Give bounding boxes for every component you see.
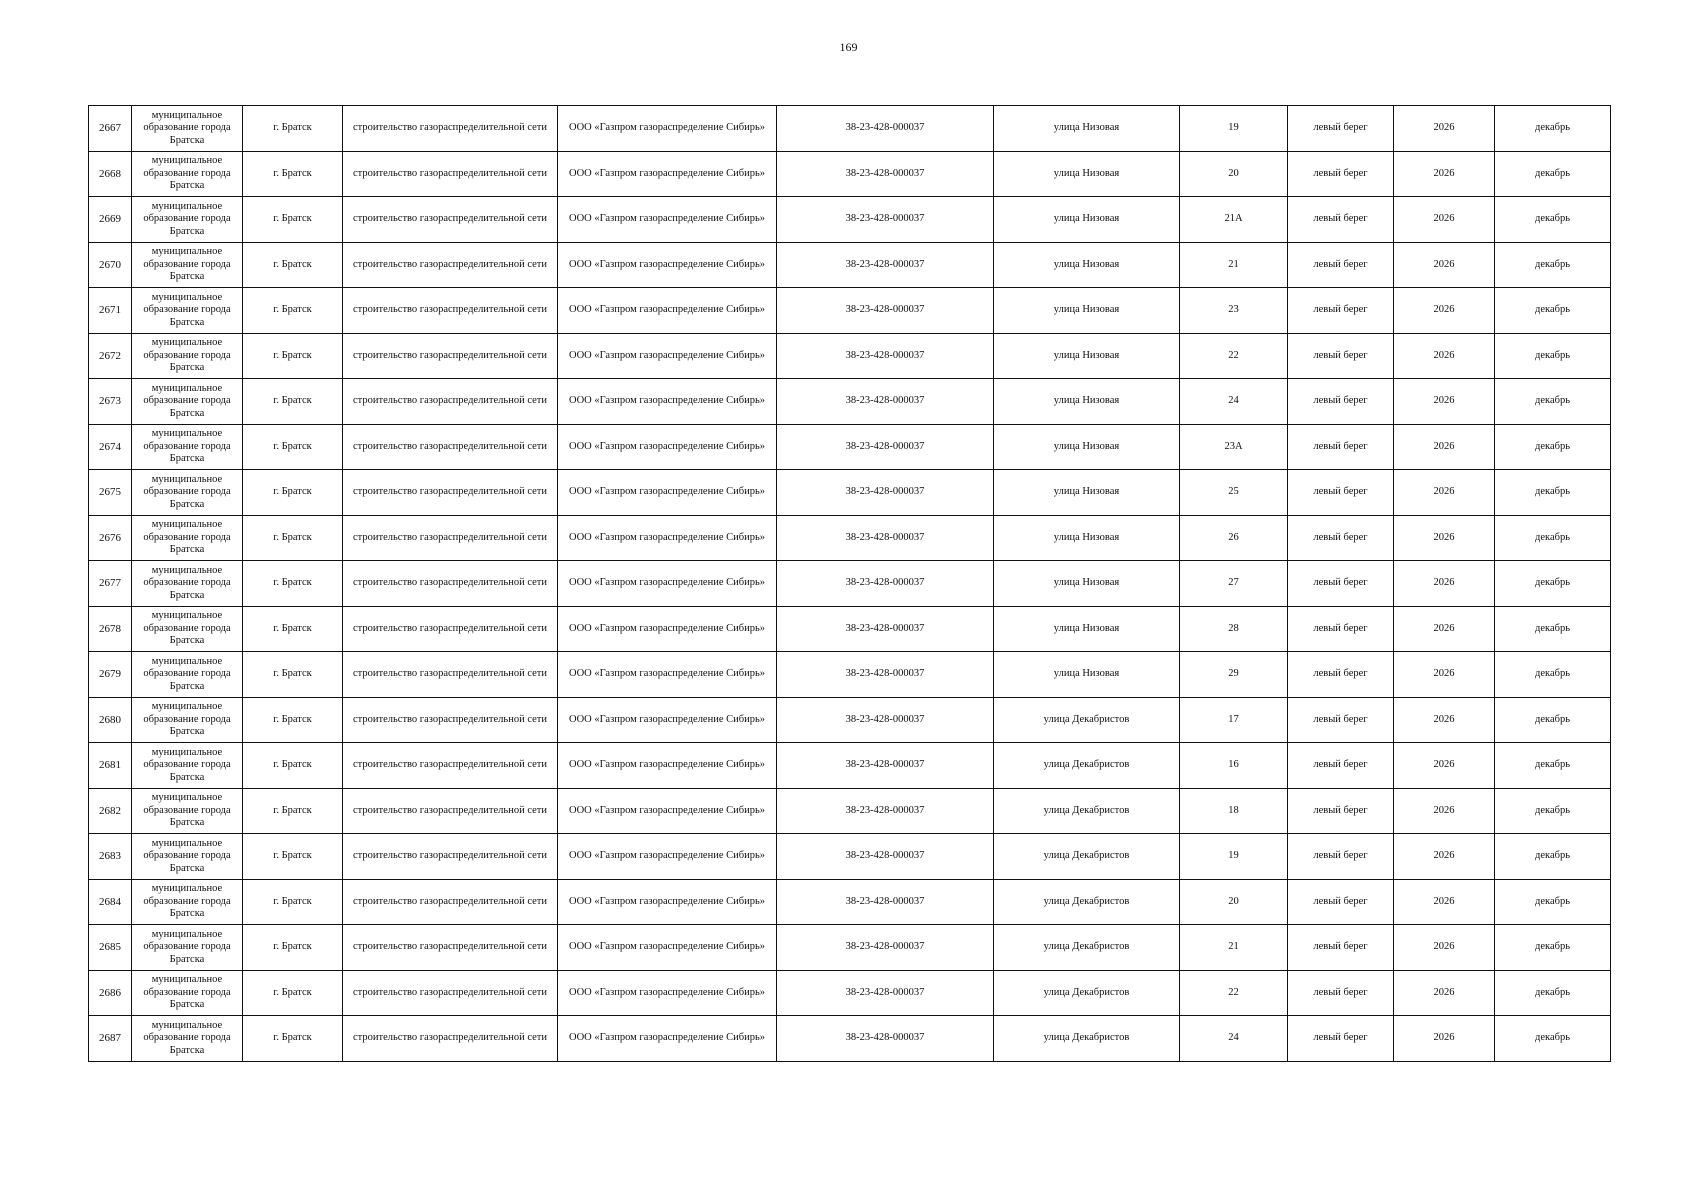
cell-municipality: муниципальное образование города Братска (132, 970, 243, 1016)
cell-municipality: муниципальное образование города Братска (132, 788, 243, 834)
cell-work-type: строительство газораспределительной сети (343, 834, 558, 880)
cell-year: 2026 (1394, 697, 1495, 743)
cell-organization: ООО «Газпром газораспределение Сибирь» (558, 197, 777, 243)
cell-object-code: 38-23-428-000037 (777, 1016, 994, 1062)
cell-year: 2026 (1394, 925, 1495, 971)
cell-organization: ООО «Газпром газораспределение Сибирь» (558, 743, 777, 789)
cell-year: 2026 (1394, 606, 1495, 652)
cell-settlement: г. Братск (243, 242, 343, 288)
cell-organization: ООО «Газпром газораспределение Сибирь» (558, 561, 777, 607)
cell-municipality: муниципальное образование города Братска (132, 151, 243, 197)
cell-row-number: 2675 (89, 470, 132, 516)
cell-work-type: строительство газораспределительной сети (343, 106, 558, 152)
cell-settlement: г. Братск (243, 925, 343, 971)
cell-street: улица Низовая (994, 470, 1180, 516)
cell-row-number: 2668 (89, 151, 132, 197)
cell-house-number: 24 (1180, 379, 1288, 425)
cell-organization: ООО «Газпром газораспределение Сибирь» (558, 788, 777, 834)
cell-organization: ООО «Газпром газораспределение Сибирь» (558, 242, 777, 288)
cell-object-code: 38-23-428-000037 (777, 333, 994, 379)
cell-house-number: 29 (1180, 652, 1288, 698)
cell-work-type: строительство газораспределительной сети (343, 379, 558, 425)
cell-year: 2026 (1394, 515, 1495, 561)
cell-organization: ООО «Газпром газораспределение Сибирь» (558, 606, 777, 652)
table-row (89, 834, 1611, 880)
cell-settlement: г. Братск (243, 515, 343, 561)
cell-district: левый берег (1288, 697, 1394, 743)
cell-settlement: г. Братск (243, 470, 343, 516)
cell-house-number: 28 (1180, 606, 1288, 652)
cell-month: декабрь (1495, 970, 1611, 1016)
cell-district: левый берег (1288, 470, 1394, 516)
cell-district: левый берег (1288, 379, 1394, 425)
cell-municipality: муниципальное образование города Братска (132, 606, 243, 652)
cell-row-number: 2669 (89, 197, 132, 243)
cell-object-code: 38-23-428-000037 (777, 242, 994, 288)
cell-work-type: строительство газораспределительной сети (343, 424, 558, 470)
cell-municipality: муниципальное образование города Братска (132, 652, 243, 698)
cell-district: левый берег (1288, 879, 1394, 925)
cell-month: декабрь (1495, 1016, 1611, 1062)
cell-object-code: 38-23-428-000037 (777, 834, 994, 880)
cell-settlement: г. Братск (243, 288, 343, 334)
cell-house-number: 20 (1180, 879, 1288, 925)
cell-work-type: строительство газораспределительной сети (343, 652, 558, 698)
cell-year: 2026 (1394, 288, 1495, 334)
cell-house-number: 25 (1180, 470, 1288, 516)
cell-organization: ООО «Газпром газораспределение Сибирь» (558, 288, 777, 334)
cell-district: левый берег (1288, 834, 1394, 880)
cell-year: 2026 (1394, 561, 1495, 607)
cell-organization: ООО «Газпром газораспределение Сибирь» (558, 834, 777, 880)
table-row (89, 242, 1611, 288)
cell-district: левый берег (1288, 288, 1394, 334)
cell-settlement: г. Братск (243, 106, 343, 152)
cell-month: декабрь (1495, 379, 1611, 425)
cell-settlement: г. Братск (243, 970, 343, 1016)
table-row (89, 697, 1611, 743)
cell-house-number: 22 (1180, 333, 1288, 379)
cell-work-type: строительство газораспределительной сети (343, 697, 558, 743)
cell-municipality: муниципальное образование города Братска (132, 1016, 243, 1062)
cell-row-number: 2682 (89, 788, 132, 834)
cell-street: улица Низовая (994, 151, 1180, 197)
cell-municipality: муниципальное образование города Братска (132, 515, 243, 561)
cell-street: улица Низовая (994, 652, 1180, 698)
cell-month: декабрь (1495, 197, 1611, 243)
table-row (89, 288, 1611, 334)
cell-street: улица Низовая (994, 242, 1180, 288)
cell-row-number: 2671 (89, 288, 132, 334)
cell-object-code: 38-23-428-000037 (777, 697, 994, 743)
cell-work-type: строительство газораспределительной сети (343, 788, 558, 834)
cell-street: улица Низовая (994, 333, 1180, 379)
cell-organization: ООО «Газпром газораспределение Сибирь» (558, 970, 777, 1016)
cell-municipality: муниципальное образование города Братска (132, 424, 243, 470)
cell-organization: ООО «Газпром газораспределение Сибирь» (558, 424, 777, 470)
cell-year: 2026 (1394, 970, 1495, 1016)
table-body (89, 106, 1611, 1062)
cell-row-number: 2679 (89, 652, 132, 698)
cell-year: 2026 (1394, 834, 1495, 880)
cell-municipality: муниципальное образование города Братска (132, 470, 243, 516)
cell-work-type: строительство газораспределительной сети (343, 1016, 558, 1062)
cell-row-number: 2667 (89, 106, 132, 152)
cell-month: декабрь (1495, 470, 1611, 516)
cell-settlement: г. Братск (243, 743, 343, 789)
cell-district: левый берег (1288, 197, 1394, 243)
cell-house-number: 19 (1180, 106, 1288, 152)
cell-house-number: 16 (1180, 743, 1288, 789)
cell-settlement: г. Братск (243, 606, 343, 652)
cell-row-number: 2684 (89, 879, 132, 925)
table-row (89, 197, 1611, 243)
cell-municipality: муниципальное образование города Братска (132, 561, 243, 607)
cell-municipality: муниципальное образование города Братска (132, 379, 243, 425)
cell-month: декабрь (1495, 788, 1611, 834)
cell-district: левый берег (1288, 424, 1394, 470)
cell-street: улица Низовая (994, 379, 1180, 425)
cell-settlement: г. Братск (243, 788, 343, 834)
table-row (89, 652, 1611, 698)
cell-organization: ООО «Газпром газораспределение Сибирь» (558, 652, 777, 698)
cell-organization: ООО «Газпром газораспределение Сибирь» (558, 106, 777, 152)
cell-row-number: 2672 (89, 333, 132, 379)
cell-district: левый берег (1288, 151, 1394, 197)
table-row (89, 743, 1611, 789)
cell-month: декабрь (1495, 424, 1611, 470)
cell-district: левый берег (1288, 333, 1394, 379)
table-row (89, 925, 1611, 971)
cell-year: 2026 (1394, 197, 1495, 243)
cell-object-code: 38-23-428-000037 (777, 288, 994, 334)
cell-settlement: г. Братск (243, 197, 343, 243)
cell-street: улица Декабристов (994, 743, 1180, 789)
cell-street: улица Низовая (994, 515, 1180, 561)
cell-municipality: муниципальное образование города Братска (132, 879, 243, 925)
cell-month: декабрь (1495, 606, 1611, 652)
cell-object-code: 38-23-428-000037 (777, 743, 994, 789)
table-row (89, 106, 1611, 152)
cell-street: улица Декабристов (994, 925, 1180, 971)
cell-district: левый берег (1288, 925, 1394, 971)
cell-settlement: г. Братск (243, 424, 343, 470)
cell-object-code: 38-23-428-000037 (777, 515, 994, 561)
cell-district: левый берег (1288, 606, 1394, 652)
cell-municipality: муниципальное образование города Братска (132, 333, 243, 379)
cell-house-number: 17 (1180, 697, 1288, 743)
cell-object-code: 38-23-428-000037 (777, 424, 994, 470)
cell-house-number: 24 (1180, 1016, 1288, 1062)
cell-street: улица Низовая (994, 197, 1180, 243)
cell-house-number: 23А (1180, 424, 1288, 470)
cell-row-number: 2686 (89, 970, 132, 1016)
table-row (89, 470, 1611, 516)
cell-street: улица Низовая (994, 424, 1180, 470)
cell-year: 2026 (1394, 652, 1495, 698)
cell-object-code: 38-23-428-000037 (777, 151, 994, 197)
registry-table (88, 105, 1611, 1062)
cell-street: улица Низовая (994, 606, 1180, 652)
cell-organization: ООО «Газпром газораспределение Сибирь» (558, 333, 777, 379)
cell-object-code: 38-23-428-000037 (777, 606, 994, 652)
table-row (89, 606, 1611, 652)
cell-object-code: 38-23-428-000037 (777, 788, 994, 834)
cell-work-type: строительство газораспределительной сети (343, 151, 558, 197)
cell-street: улица Декабристов (994, 834, 1180, 880)
cell-organization: ООО «Газпром газораспределение Сибирь» (558, 697, 777, 743)
cell-organization: ООО «Газпром газораспределение Сибирь» (558, 879, 777, 925)
cell-work-type: строительство газораспределительной сети (343, 925, 558, 971)
cell-object-code: 38-23-428-000037 (777, 561, 994, 607)
cell-organization: ООО «Газпром газораспределение Сибирь» (558, 470, 777, 516)
cell-district: левый берег (1288, 561, 1394, 607)
cell-year: 2026 (1394, 151, 1495, 197)
cell-settlement: г. Братск (243, 879, 343, 925)
cell-object-code: 38-23-428-000037 (777, 470, 994, 516)
cell-district: левый берег (1288, 515, 1394, 561)
table-row (89, 561, 1611, 607)
cell-month: декабрь (1495, 561, 1611, 607)
cell-month: декабрь (1495, 106, 1611, 152)
cell-street: улица Низовая (994, 106, 1180, 152)
cell-work-type: строительство газораспределительной сети (343, 470, 558, 516)
cell-year: 2026 (1394, 879, 1495, 925)
cell-organization: ООО «Газпром газораспределение Сибирь» (558, 151, 777, 197)
cell-object-code: 38-23-428-000037 (777, 879, 994, 925)
cell-house-number: 20 (1180, 151, 1288, 197)
cell-settlement: г. Братск (243, 697, 343, 743)
cell-month: декабрь (1495, 697, 1611, 743)
cell-object-code: 38-23-428-000037 (777, 197, 994, 243)
cell-month: декабрь (1495, 834, 1611, 880)
cell-house-number: 21А (1180, 197, 1288, 243)
cell-settlement: г. Братск (243, 652, 343, 698)
cell-municipality: муниципальное образование города Братска (132, 197, 243, 243)
cell-work-type: строительство газораспределительной сети (343, 743, 558, 789)
cell-house-number: 22 (1180, 970, 1288, 1016)
cell-house-number: 27 (1180, 561, 1288, 607)
cell-municipality: муниципальное образование города Братска (132, 743, 243, 789)
cell-municipality: муниципальное образование города Братска (132, 925, 243, 971)
cell-year: 2026 (1394, 379, 1495, 425)
cell-row-number: 2685 (89, 925, 132, 971)
cell-work-type: строительство газораспределительной сети (343, 197, 558, 243)
cell-row-number: 2673 (89, 379, 132, 425)
cell-municipality: муниципальное образование города Братска (132, 242, 243, 288)
cell-month: декабрь (1495, 515, 1611, 561)
cell-year: 2026 (1394, 1016, 1495, 1062)
cell-municipality: муниципальное образование города Братска (132, 288, 243, 334)
cell-organization: ООО «Газпром газораспределение Сибирь» (558, 379, 777, 425)
cell-row-number: 2677 (89, 561, 132, 607)
cell-district: левый берег (1288, 970, 1394, 1016)
cell-row-number: 2674 (89, 424, 132, 470)
cell-year: 2026 (1394, 333, 1495, 379)
registry-table-container (88, 105, 1610, 1062)
cell-street: улица Декабристов (994, 697, 1180, 743)
cell-municipality: муниципальное образование города Братска (132, 834, 243, 880)
cell-row-number: 2683 (89, 834, 132, 880)
cell-settlement: г. Братск (243, 561, 343, 607)
cell-year: 2026 (1394, 788, 1495, 834)
cell-organization: ООО «Газпром газораспределение Сибирь» (558, 925, 777, 971)
cell-row-number: 2676 (89, 515, 132, 561)
table-row (89, 515, 1611, 561)
cell-month: декабрь (1495, 333, 1611, 379)
cell-year: 2026 (1394, 743, 1495, 789)
cell-work-type: строительство газораспределительной сети (343, 879, 558, 925)
page-number: 169 (839, 40, 858, 54)
cell-settlement: г. Братск (243, 151, 343, 197)
cell-street: улица Низовая (994, 561, 1180, 607)
cell-district: левый берег (1288, 106, 1394, 152)
cell-house-number: 26 (1180, 515, 1288, 561)
cell-row-number: 2681 (89, 743, 132, 789)
cell-municipality: муниципальное образование города Братска (132, 697, 243, 743)
table-row (89, 151, 1611, 197)
cell-work-type: строительство газораспределительной сети (343, 515, 558, 561)
cell-year: 2026 (1394, 106, 1495, 152)
cell-district: левый берег (1288, 788, 1394, 834)
cell-district: левый берег (1288, 652, 1394, 698)
cell-month: декабрь (1495, 151, 1611, 197)
cell-month: декабрь (1495, 743, 1611, 789)
cell-district: левый берег (1288, 1016, 1394, 1062)
cell-row-number: 2687 (89, 1016, 132, 1062)
table-row (89, 424, 1611, 470)
table-row (89, 788, 1611, 834)
table-row (89, 970, 1611, 1016)
cell-work-type: строительство газораспределительной сети (343, 970, 558, 1016)
cell-object-code: 38-23-428-000037 (777, 106, 994, 152)
cell-work-type: строительство газораспределительной сети (343, 606, 558, 652)
cell-settlement: г. Братск (243, 834, 343, 880)
cell-work-type: строительство газораспределительной сети (343, 288, 558, 334)
table-row (89, 879, 1611, 925)
cell-settlement: г. Братск (243, 333, 343, 379)
cell-object-code: 38-23-428-000037 (777, 379, 994, 425)
cell-month: декабрь (1495, 925, 1611, 971)
cell-row-number: 2680 (89, 697, 132, 743)
cell-month: декабрь (1495, 879, 1611, 925)
cell-street: улица Декабристов (994, 879, 1180, 925)
cell-work-type: строительство газораспределительной сети (343, 242, 558, 288)
cell-work-type: строительство газораспределительной сети (343, 333, 558, 379)
table-row (89, 1016, 1611, 1062)
cell-year: 2026 (1394, 242, 1495, 288)
cell-settlement: г. Братск (243, 1016, 343, 1062)
cell-house-number: 18 (1180, 788, 1288, 834)
cell-street: улица Низовая (994, 288, 1180, 334)
cell-object-code: 38-23-428-000037 (777, 970, 994, 1016)
cell-row-number: 2678 (89, 606, 132, 652)
cell-house-number: 19 (1180, 834, 1288, 880)
cell-house-number: 21 (1180, 242, 1288, 288)
table-row (89, 379, 1611, 425)
cell-month: декабрь (1495, 242, 1611, 288)
cell-object-code: 38-23-428-000037 (777, 652, 994, 698)
cell-municipality: муниципальное образование города Братска (132, 106, 243, 152)
cell-organization: ООО «Газпром газораспределение Сибирь» (558, 1016, 777, 1062)
table-row (89, 333, 1611, 379)
cell-month: декабрь (1495, 288, 1611, 334)
cell-house-number: 23 (1180, 288, 1288, 334)
cell-street: улица Декабристов (994, 788, 1180, 834)
cell-district: левый берег (1288, 743, 1394, 789)
cell-house-number: 21 (1180, 925, 1288, 971)
cell-street: улица Декабристов (994, 1016, 1180, 1062)
cell-year: 2026 (1394, 424, 1495, 470)
cell-object-code: 38-23-428-000037 (777, 925, 994, 971)
cell-year: 2026 (1394, 470, 1495, 516)
cell-settlement: г. Братск (243, 379, 343, 425)
cell-organization: ООО «Газпром газораспределение Сибирь» (558, 515, 777, 561)
cell-street: улица Декабристов (994, 970, 1180, 1016)
cell-district: левый берег (1288, 242, 1394, 288)
cell-row-number: 2670 (89, 242, 132, 288)
cell-month: декабрь (1495, 652, 1611, 698)
cell-work-type: строительство газораспределительной сети (343, 561, 558, 607)
